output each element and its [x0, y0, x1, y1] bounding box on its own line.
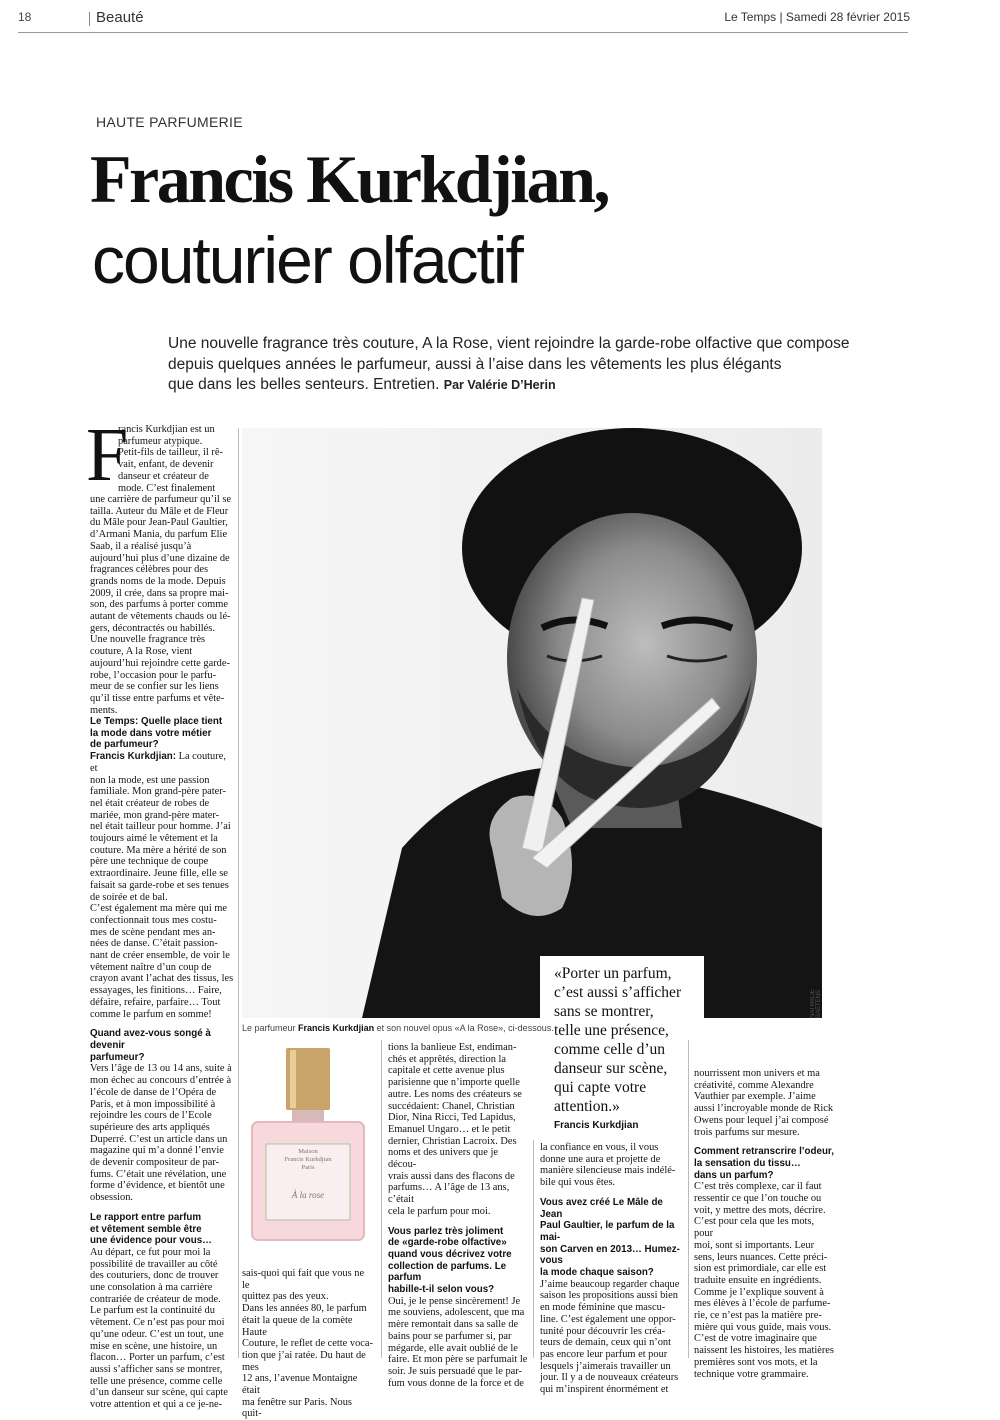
- intro-rest: une carrière de parfumeur qu’il se tailla. Auteur du Mâle et de Fleur du Mâle pour Jean-Paul Gaultier, d’Armani Mania, du parfum Elie Saab, il a réalisé jusqu’à aujourd’hui plus d’une dizaine de fragrances célèbres pour des grands noms de la mode. Depuis 2009, il crée, dans sa propre mai- son, des parfums à porter comme autant de vêtements chauds ou lé- gers, décontractés ou habillés. Une nouvelle fragrance très couture, A la Rose, vient aujourd’hui rejoindre cette garde- robe, l’occasion pour le parfu- meur de se confier sur les liens qu’il tisse entre parfums et vête- ments.: [90, 494, 232, 716]
- answer-6: C’est très complexe, car il faut ressentir ce que l’on touche ou voit, y mettre des mots, décrire. C’est pour cela que les mots, pour moi, sont si importants. Leur sens, leurs nuances. Cette préci- sion est primordiale, car elle est traduite ensuite en ingrédients. Comme je l’explique souvent à mes élèves à l’école de parfume- rie, ce n’est pas la matière pre- mière qui vous guide, mais vous. C’est de votre imaginaire que naissent les histoires, les matières premières sont vos mots, et la technique votre grammaire.: [694, 1181, 834, 1380]
- column-4-text: la confiance en vous, il vous donne une aura et projette de manière silencieuse mais indélé- bile qui vous êtes.: [540, 1142, 676, 1189]
- column-5-text: nourrissent mon univers et ma créativité, comme Alexandre Vauthier par exemple. J’aime aussi l’incroyable monde de Rick Owens pour lequel j’ai composé trois parfums sur mesure.: [694, 1068, 834, 1138]
- pull-quote-author: Francis Kurkdjian: [554, 1120, 639, 1131]
- bottle-cap-shine: [290, 1050, 296, 1108]
- kicker: HAUTE PARFUMERIE: [96, 114, 243, 130]
- portrait-photo: [242, 428, 822, 1018]
- answer-1: [90, 751, 235, 1020]
- column-1-qa: [90, 716, 235, 1411]
- intro-wrap: rancis Kurkdjian est un parfumeur atypique. Petit-fils de tailleur, il rê- vait, enfant, de devenir danseur et créateur de mode. C’est finalement: [118, 424, 223, 494]
- column-rule-3: [533, 1140, 534, 1358]
- header-divider: [89, 12, 90, 26]
- column-2-text: sais-quoi qui fait que vous ne le quittez pas des yeux. Dans les années 80, le parfum était la queue de la comète Haute Couture, le reflet de cette voca- tion que j’ai ratée. Du haut de mes 12 ans, l’avenue Montaigne était ma fenêtre sur Paris. Nous quit-: [242, 1268, 373, 1420]
- lead-paragraph: [168, 334, 888, 396]
- bottle-brand: Maison Francis Kurkdjian Paris: [284, 1148, 332, 1171]
- answer-4: Oui, je le pense sincèrement! Je me souviens, adolescent, que ma mère remontait dans sa salle de bains pour se parfumer si, par mégarde, elle avait oublié de le faire. Et mon père se parfumait le soir. Je suis persuadé que le par- fum vous donne de la force et de: [388, 1295, 528, 1389]
- question-6: Comment retranscrire l’odeur, la sensation du tissu… dans un parfum?: [694, 1146, 834, 1181]
- column-rule-2: [381, 1040, 382, 1358]
- caption-suffix: et son nouvel opus «A la Rose», ci-dessous.: [376, 1023, 554, 1033]
- publication-date: Le Temps | Samedi 28 février 2015: [724, 10, 910, 24]
- bottle-name: À la rose: [291, 1190, 325, 1200]
- page-number: 18: [18, 10, 32, 24]
- answer-3: Au départ, ce fut pour moi la possibilité de travailler au côté des couturiers, donc de trouver une consolation à ma carrière contrariée de créateur de mode. Le parfum est la continuité du vêtement. Ce n’est pas pour moi qu’une odeur. C’est un tout, une mise en scène, une histoire, un flacon… Porter un parfum, c’est aussi s’afficher sans se montrer, telle une présence, comme celle d’un danseur sur scène, qui capte votre attention et qui a ce je-ne-: [90, 1246, 228, 1411]
- column-rule-1: [238, 428, 239, 1358]
- column-4: [540, 1142, 685, 1396]
- answer-1-speaker: Francis Kurkdjian:: [90, 751, 177, 763]
- headline-line-2: couturier olfactif: [92, 223, 522, 297]
- answer-5: J’aime beaucoup regarder chaque saison les propositions aussi bien en mode féminine que mascu- line. C’est également une oppor- tunité pour découvrir les créa- teurs de demain, ceux qui n’ont pas encore leur parfum et pour lesquels j’aimerais travailler un jour. Il y a de nouveaux créateurs qui m’inspirent énormément et: [540, 1278, 680, 1396]
- lead-text: Une nouvelle fragrance très couture, A la Rose, vient rejoindre la garde-robe olfactive que compose depuis quelques années le parfumeur, aussi à l’aise dans les vêtements les plus élégants que dans les belles senteurs. Entretien.: [168, 335, 850, 393]
- caption-name: Francis Kurkdjian: [298, 1023, 375, 1033]
- header-rule: [18, 32, 908, 33]
- column-3-text: tions la banlieue Est, endiman- chés et apprêtés, direction la capitale et cette avenue plus parisienne que n’importe quelle autre. Les noms des créateurs se succédaient: Chanel, Christian Dior, Nina Ricci, Ted Lapidus, Emanuel Ungaro… et le petit dernier, Christian Lacroix. Des noms et des univers que je décou- vrais aussi dans des flacons de parfums… A l’âge de 13 ans, c’était cela le parfum pour moi.: [388, 1042, 522, 1217]
- question-2: Quand avez-vous songé à devenir parfumeur?: [90, 1028, 211, 1063]
- headline-line-1: Francis Kurkdjian,: [90, 141, 608, 217]
- question-3: Le rapport entre parfum et vêtement semble être une évidence pour vous…: [90, 1211, 212, 1247]
- dropcap: F: [86, 413, 129, 497]
- photo-credit: NATHALIE BAETENS: [810, 989, 822, 1018]
- question-1: Le Temps: Quelle place tient la mode dans votre métier de parfumeur?: [90, 716, 223, 751]
- column-5: [694, 1068, 834, 1380]
- column-3: [388, 1042, 528, 1389]
- section-title: Beauté: [96, 9, 144, 26]
- answer-1-text: La couture, et non la mode, est une passion familiale. Mon grand-père pater- nel était créateur de robes de mariée, mon grand-père mater- nel était tailleur pour homme. J’ai toujours aimé le vêtement et la couture. Ma mère a hérité de son père une technique de coupe extraordinaire. Jeune fille, elle se faisait sa garde-robe et ses tenues de soirée et de bal. C’est également ma mère qui me confectionnait tous mes costu- mes de scène pendant mes an- nées de danse. C’était passion- nant de créer ensemble, de voir le vêtement naître d’un coup de crayon avant l’achat des tissus, les essayages, les finitions… Faire, défaire, refaire, parfaire… Tout comme le parfum en somme!: [90, 751, 234, 1020]
- question-4: Vous parlez très joliment de «garde-robe olfactive» quand vous décrivez votre collection de parfums. Le parfum habille-t-il selon vous?: [388, 1225, 512, 1296]
- bottle-neck: [292, 1110, 324, 1122]
- photo-caption: [242, 1023, 554, 1033]
- column-rule-4: [688, 1040, 689, 1358]
- portrait-illustration: [242, 428, 822, 1018]
- caption-prefix: Le parfumeur: [242, 1023, 296, 1033]
- pull-quote-text: «Porter un parfum, c’est aussi s’afficher sans se montrer, telle une présence, comme celle d’un danseur sur scène, qui capte votre attention.»: [554, 965, 682, 1115]
- byline: Par Valérie D’Herin: [443, 378, 556, 392]
- pull-quote: [540, 956, 704, 1137]
- answer-2: Vers l’âge de 13 ou 14 ans, suite à mon échec au concours d’entrée à l’école de danse de l’Opéra de Paris, et à mon impossibilité à rejoindre les cours de l’Ecole supérieure des arts appliqués Duperré. C’est un article dans un magazine qui m’a donné l’envie de devenir compositeur de par- fums. C’était une révélation, une forme d’évidence, et bientôt une obsession.: [90, 1063, 232, 1204]
- question-5: Vous avez créé Le Mâle de Jean Paul Gaultier, le parfum de la mai- son Carven en 2013… Humez-vous la mode chaque saison?: [540, 1196, 680, 1279]
- perfume-bottle-image: [242, 1040, 374, 1262]
